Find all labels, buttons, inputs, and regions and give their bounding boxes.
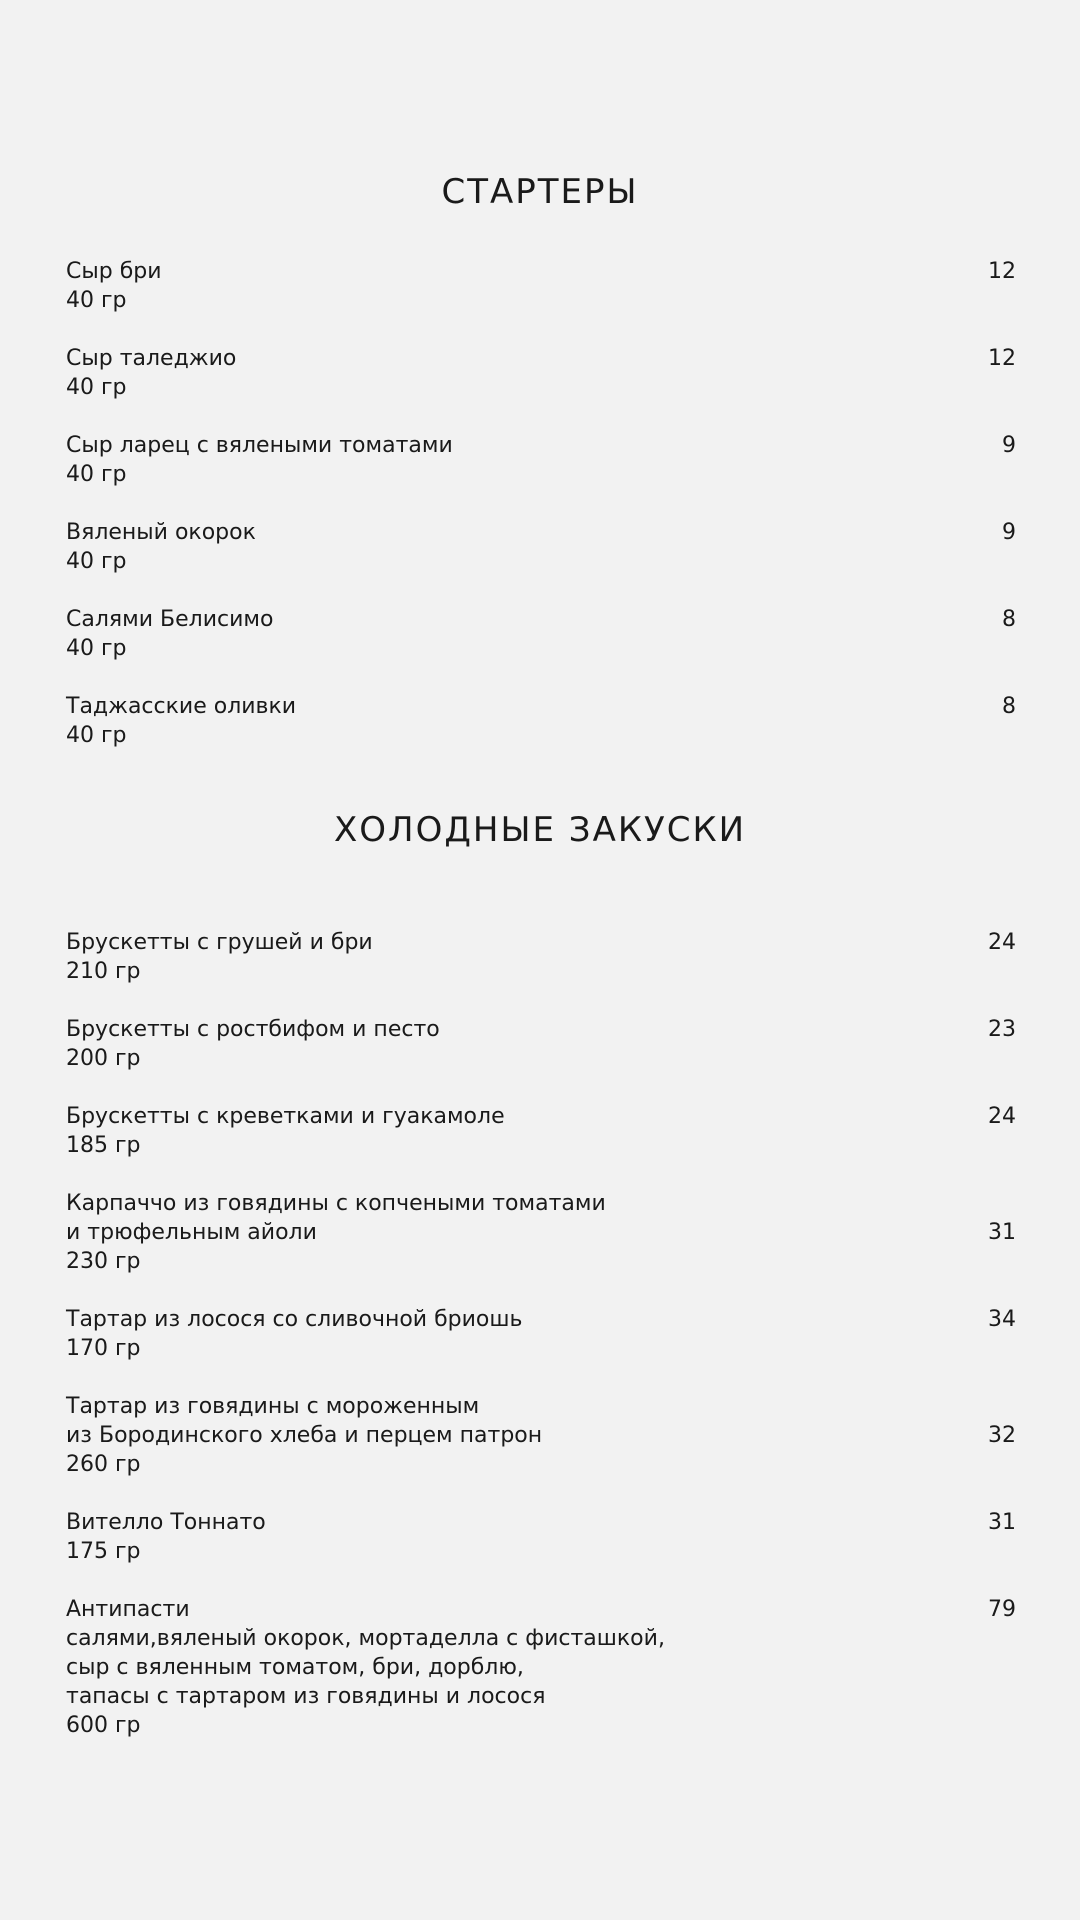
item-description: сыр с вяленным томатом, бри, дорблю,: [66, 1655, 524, 1680]
item-price: 12: [988, 346, 1016, 371]
menu-item: [66, 1392, 1016, 1479]
item-name: Сыр ларец с вялеными томатами: [66, 433, 453, 458]
item-price: 24: [988, 1104, 1016, 1129]
item-price: 9: [1002, 433, 1016, 458]
item-weight: 170 гр: [66, 1336, 141, 1361]
item-name: Таджасские оливки: [66, 694, 297, 719]
item-weight: 40 гр: [66, 549, 127, 574]
item-weight: 40 гр: [66, 636, 127, 661]
menu-item: [66, 344, 1016, 402]
item-name: Салями Белисимо: [66, 607, 274, 632]
item-description: салями,вяленый окорок, мортаделла с фисташкой,: [66, 1626, 665, 1651]
item-weight: 175 гр: [66, 1539, 141, 1564]
item-name: Сыр бри: [66, 259, 162, 284]
item-name: Сыр таледжио: [66, 346, 237, 371]
item-weight: 210 гр: [66, 959, 141, 984]
item-price: 23: [988, 1017, 1016, 1042]
item-weight: 260 гр: [66, 1452, 141, 1477]
item-price: 9: [1002, 520, 1016, 545]
menu-item: [66, 1015, 1016, 1073]
item-price: 24: [988, 930, 1016, 955]
menu-item: [66, 1595, 1016, 1740]
item-price: 31: [988, 1220, 1016, 1245]
menu-item: [66, 692, 1016, 750]
item-weight: 40 гр: [66, 375, 127, 400]
menu-item: [66, 605, 1016, 663]
item-name: Тартар из говядины с мороженным: [66, 1394, 480, 1419]
menu-item: [66, 257, 1016, 315]
menu-item: [66, 928, 1016, 986]
item-weight: 185 гр: [66, 1133, 141, 1158]
item-name: Тартар из лосося со сливочной бриошь: [66, 1307, 523, 1332]
item-weight: 600 гр: [66, 1713, 141, 1738]
item-price: 8: [1002, 694, 1016, 719]
section-title-cold-appetizers: ХОЛОДНЫЕ ЗАКУСКИ: [333, 810, 747, 850]
item-price: 12: [988, 259, 1016, 284]
item-name-continued: и трюфельным айоли: [66, 1220, 317, 1245]
menu-item: [66, 1305, 1016, 1363]
section-title-starters: СТАРТЕРЫ: [441, 172, 639, 212]
item-name: Вителло Тоннато: [66, 1510, 266, 1535]
item-name: Вяленый окорок: [66, 520, 256, 545]
item-weight: 200 гр: [66, 1046, 141, 1071]
item-price: 32: [988, 1423, 1016, 1448]
menu-item: [66, 1102, 1016, 1160]
item-price: 34: [988, 1307, 1016, 1332]
menu-item: [66, 431, 1016, 489]
item-price: 31: [988, 1510, 1016, 1535]
item-name: Антипасти: [66, 1597, 190, 1622]
menu-item: [66, 1189, 1016, 1276]
item-name: Брускетты с креветками и гуакамоле: [66, 1104, 505, 1129]
item-weight: 40 гр: [66, 723, 127, 748]
item-price: 8: [1002, 607, 1016, 632]
menu-item: [66, 1508, 1016, 1566]
item-weight: 230 гр: [66, 1249, 141, 1274]
item-weight: 40 гр: [66, 288, 127, 313]
menu-item: [66, 518, 1016, 576]
item-name: Карпаччо из говядины с копчеными томатами: [66, 1191, 606, 1216]
item-name: Брускетты с ростбифом и песто: [66, 1017, 440, 1042]
item-weight: 40 гр: [66, 462, 127, 487]
item-price: 79: [988, 1597, 1016, 1622]
item-description: тапасы с тартаром из говядины и лосося: [66, 1684, 546, 1709]
item-name-continued: из Бородинского хлеба и перцем патрон: [66, 1423, 543, 1448]
item-name: Брускетты с грушей и бри: [66, 930, 373, 955]
